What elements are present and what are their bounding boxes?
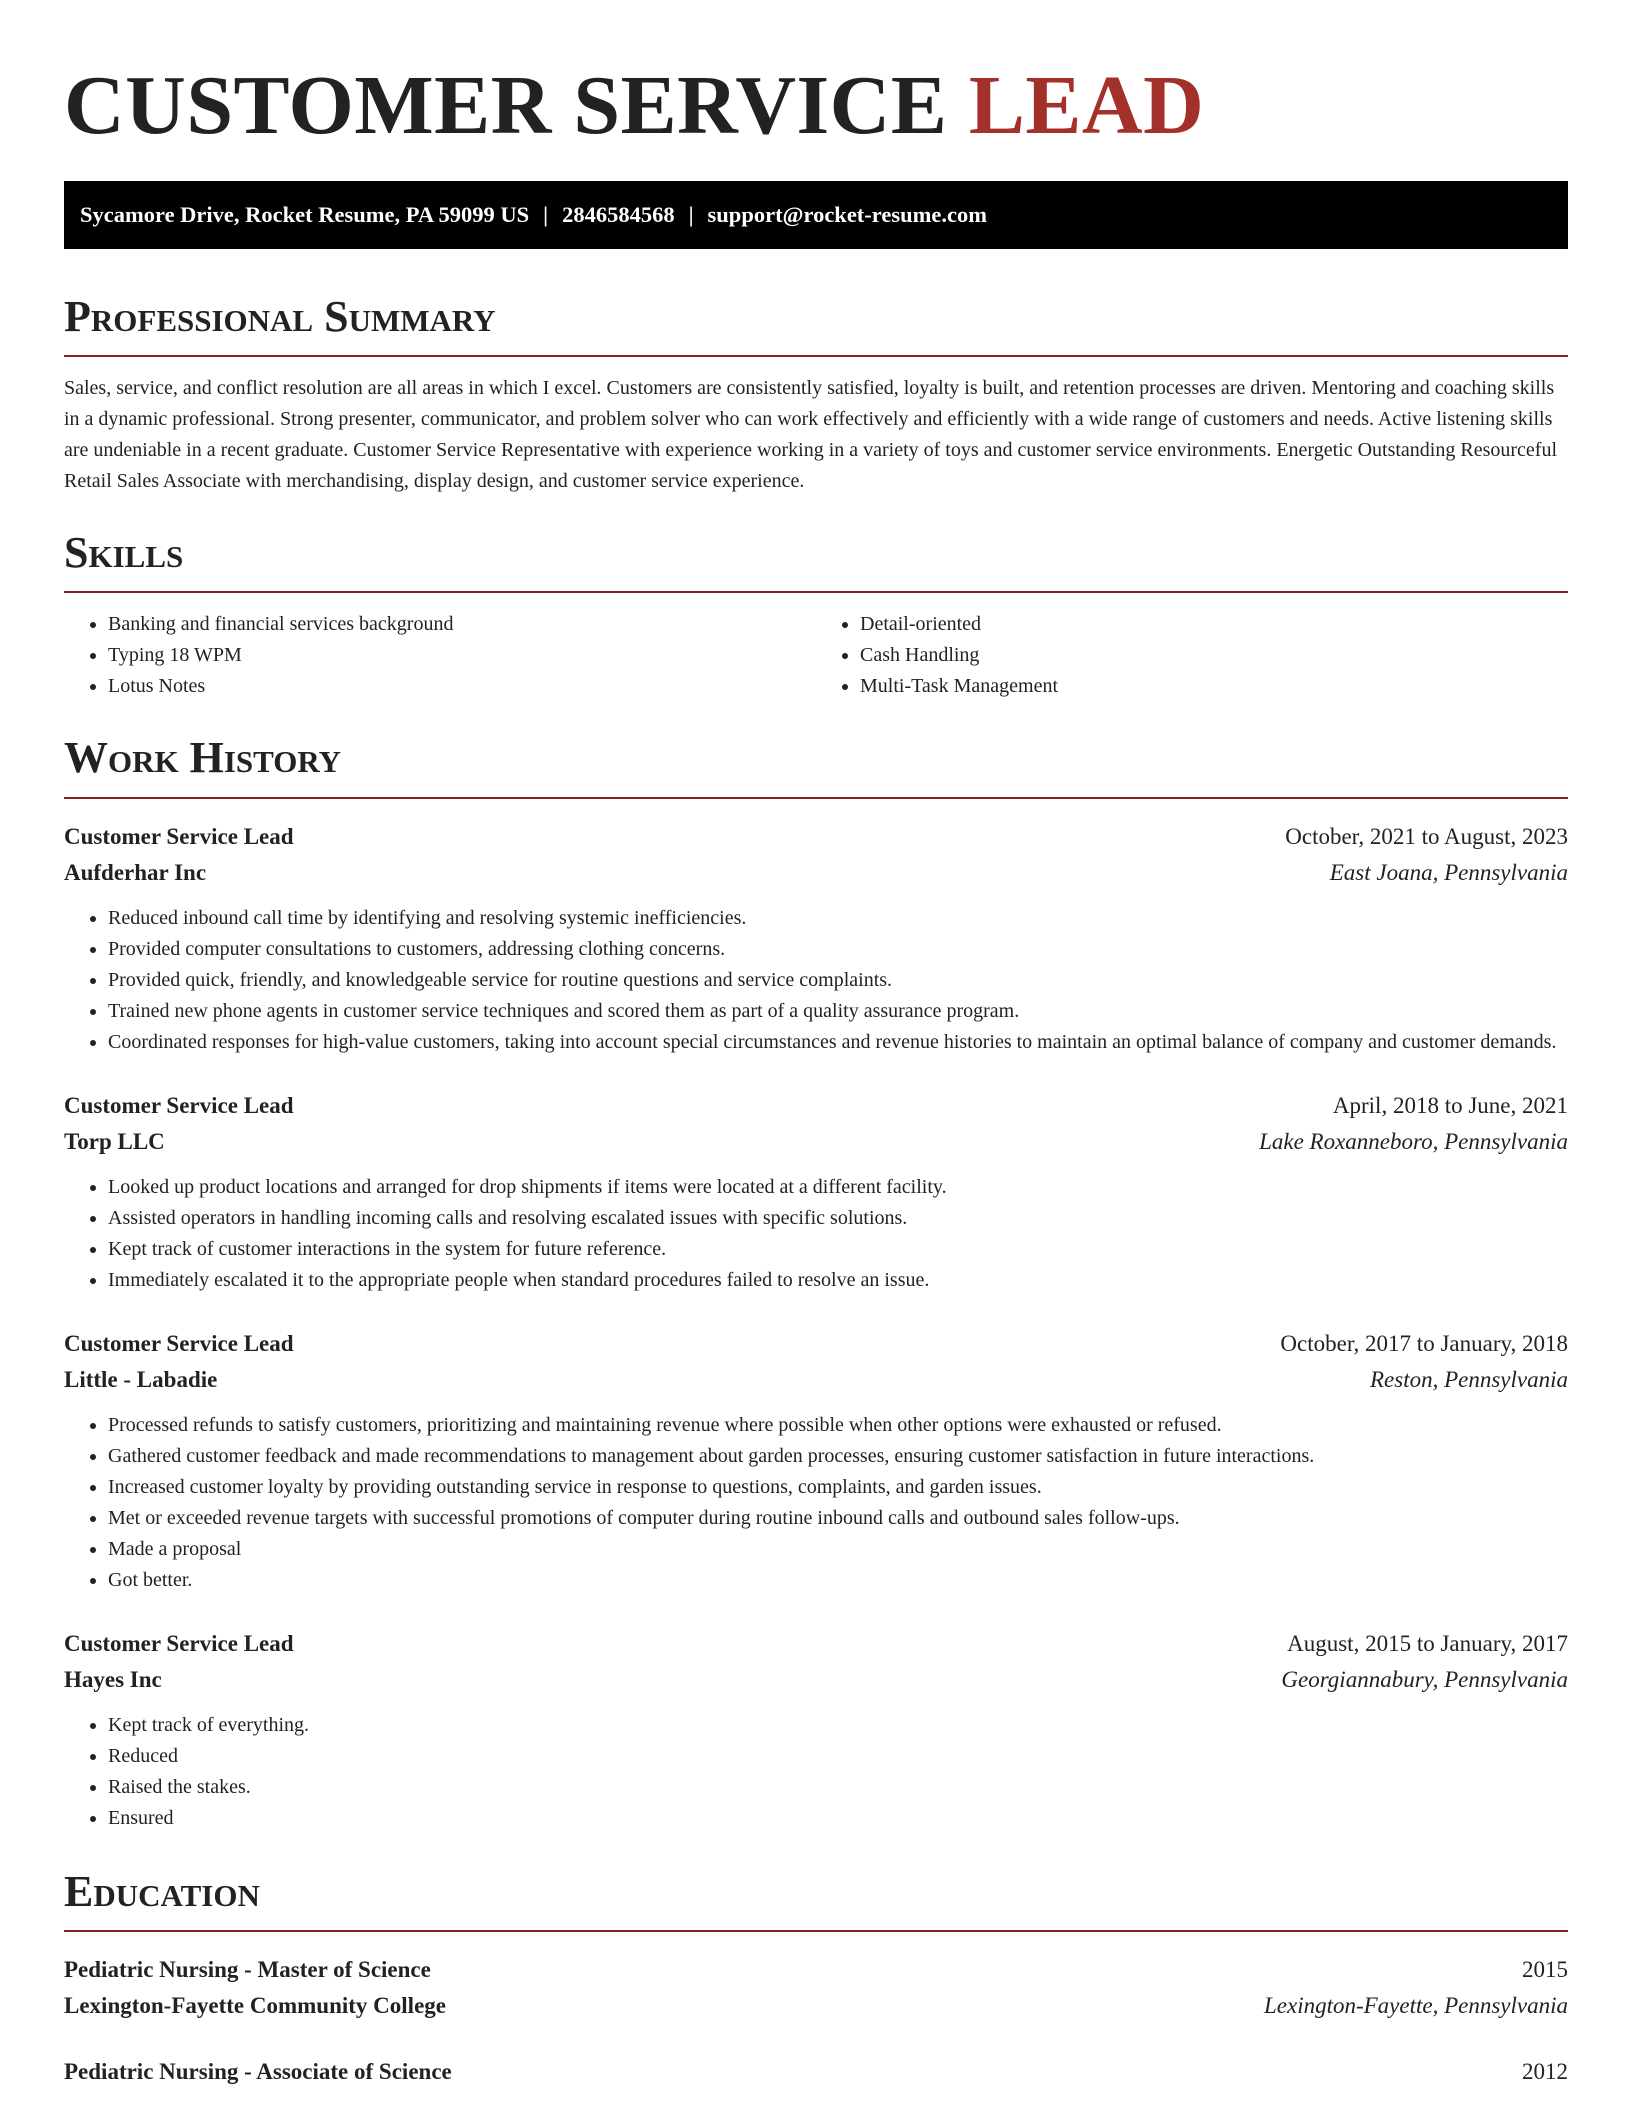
- job-title: Customer Service Lead: [64, 1330, 294, 1356]
- work-heading: Work History: [64, 733, 342, 783]
- job-bullet: • Raised the stakes.: [108, 1772, 1568, 1803]
- job-bullets: [64, 1710, 1568, 1834]
- job-bullet: • Provided computer consultations to customers, addressing clothing concerns.: [108, 934, 1568, 965]
- job-title: Customer Service Lead: [64, 1092, 294, 1118]
- education-degree: Pediatric Nursing - Master of Science: [64, 1957, 431, 1983]
- education-heading: Education: [64, 1866, 260, 1916]
- job-company: Torp LLC: [64, 1128, 165, 1154]
- skills-heading: Skills: [64, 527, 184, 577]
- section-divider: [64, 797, 1568, 799]
- job-bullet: • Kept track of everything.: [108, 1710, 1568, 1741]
- contact-email: support@rocket-resume.com: [707, 201, 987, 227]
- job-bullet: • Kept track of customer interactions in the system for future reference.: [108, 1234, 1568, 1265]
- job-entry: [64, 1088, 1568, 1296]
- job-company: Little - Labadie: [64, 1366, 218, 1392]
- job-dates: October, 2017 to January, 2018: [1280, 1330, 1568, 1356]
- job-bullet: • Coordinated responses for high-value customers, taking into account special circumstances and revenue histories to maintain an optimal balance of company and customer demands.: [108, 1027, 1568, 1058]
- job-location: East Joana, Pennsylvania: [1329, 859, 1568, 885]
- job-entry: [64, 1626, 1568, 1834]
- job-bullet: • Immediately escalated it to the appropriate people when standard procedures failed to resolve an issue.: [108, 1265, 1568, 1296]
- name-first: CUSTOMER SERVICE: [64, 59, 948, 152]
- education-location: Lexington-Fayette, Pennsylvania: [1263, 1993, 1568, 2019]
- job-bullets: [64, 1172, 1568, 1296]
- job-entry: [64, 1326, 1568, 1596]
- job-bullet: • Processed refunds to satisfy customers, prioritizing and maintaining revenue where possible when other options were exhausted or refused.: [108, 1410, 1568, 1441]
- job-bullet: • Reduced: [108, 1741, 1568, 1772]
- job-bullet: • Looked up product locations and arranged for drop shipments if items were located at a different facility.: [108, 1172, 1568, 1203]
- job-title: Customer Service Lead: [64, 1630, 294, 1656]
- skill-item: • Cash Handling: [860, 640, 1568, 671]
- job-company: Aufderhar Inc: [64, 859, 207, 885]
- skill-item: • Multi-Task Management: [860, 671, 1568, 702]
- job-bullet: • Increased customer loyalty by providing outstanding service in response to questions, complaints, and garden issues.: [108, 1472, 1568, 1503]
- job-bullet: • Trained new phone agents in customer service techniques and scored them as part of a quality assurance program.: [108, 996, 1568, 1027]
- job-title: Customer Service Lead: [64, 823, 294, 849]
- summary-heading: Professional Summary: [64, 291, 496, 341]
- job-dates: April, 2018 to June, 2021: [1332, 1092, 1568, 1118]
- resume-name: [64, 52, 1568, 155]
- education-entry: [64, 2054, 1568, 2090]
- job-bullet: • Made a proposal: [108, 1534, 1568, 1565]
- contact-separator: |: [543, 201, 549, 227]
- summary-text: Sales, service, and conflict resolution are all areas in which I excel. Customers are consistently satisfied, loyalty is built, and retention processes are driven. Mentoring and coaching skills in a dynamic professional. Strong presenter, communicator, and problem solver who can work effectively and efficiently with a wide range of customers and needs. Active listening skills are undeniable in a recent graduate. Customer Service Representative with experience working in a variety of toys and customer service environments. Energetic Outstanding Resourceful Retail Sales Associate with merchandising, display design, and customer service experience.: [64, 376, 1557, 492]
- job-entry: [64, 819, 1568, 1058]
- job-bullets: [64, 903, 1568, 1058]
- job-bullet: • Gathered customer feedback and made recommendations to management about garden processes, ensuring customer satisfaction in future interactions.: [108, 1441, 1568, 1472]
- skill-item: • Detail-oriented: [860, 609, 1568, 640]
- contact-separator: |: [688, 201, 694, 227]
- name-last: LEAD: [968, 59, 1205, 152]
- skills-column-right: [816, 609, 1568, 702]
- job-bullet: • Met or exceeded revenue targets with successful promotions of computer during routine inbound calls and outbound sales follow-ups.: [108, 1503, 1568, 1534]
- education-entry: [64, 1952, 1568, 2024]
- education-year: 2012: [1522, 2059, 1568, 2085]
- contact-bar: [64, 181, 1568, 249]
- education-year: 2015: [1522, 1957, 1568, 1983]
- job-bullets: [64, 1410, 1568, 1596]
- job-company: Hayes Inc: [64, 1666, 162, 1692]
- job-location: Lake Roxanneboro, Pennsylvania: [1259, 1128, 1568, 1154]
- education-degree: Pediatric Nursing - Associate of Science: [64, 2059, 452, 2085]
- section-divider: [64, 355, 1568, 357]
- job-location: Georgiannabury, Pennsylvania: [1281, 1666, 1568, 1692]
- skill-item: • Banking and financial services background: [108, 609, 816, 640]
- job-bullet: • Got better.: [108, 1565, 1568, 1596]
- skill-item: • Lotus Notes: [108, 671, 816, 702]
- job-bullet: • Assisted operators in handling incoming calls and resolving escalated issues with specific solutions.: [108, 1203, 1568, 1234]
- skills-column-left: [64, 609, 816, 702]
- job-location: Reston, Pennsylvania: [1369, 1366, 1568, 1392]
- contact-phone: 2846584568: [562, 201, 675, 227]
- job-bullet: • Reduced inbound call time by identifying and resolving systemic inefficiencies.: [108, 903, 1568, 934]
- job-bullet: • Provided quick, friendly, and knowledgeable service for routine questions and service complaints.: [108, 965, 1568, 996]
- education-school: Lexington-Fayette Community College: [64, 1993, 446, 2019]
- section-divider: [64, 591, 1568, 593]
- job-dates: October, 2021 to August, 2023: [1285, 823, 1568, 849]
- skill-item: • Typing 18 WPM: [108, 640, 816, 671]
- contact-address: Sycamore Drive, Rocket Resume, PA 59099 US: [80, 201, 530, 227]
- skills-list: [64, 609, 1568, 702]
- job-bullet: • Ensured: [108, 1803, 1568, 1834]
- job-dates: August, 2015 to January, 2017: [1287, 1630, 1568, 1656]
- section-divider: [64, 1930, 1568, 1932]
